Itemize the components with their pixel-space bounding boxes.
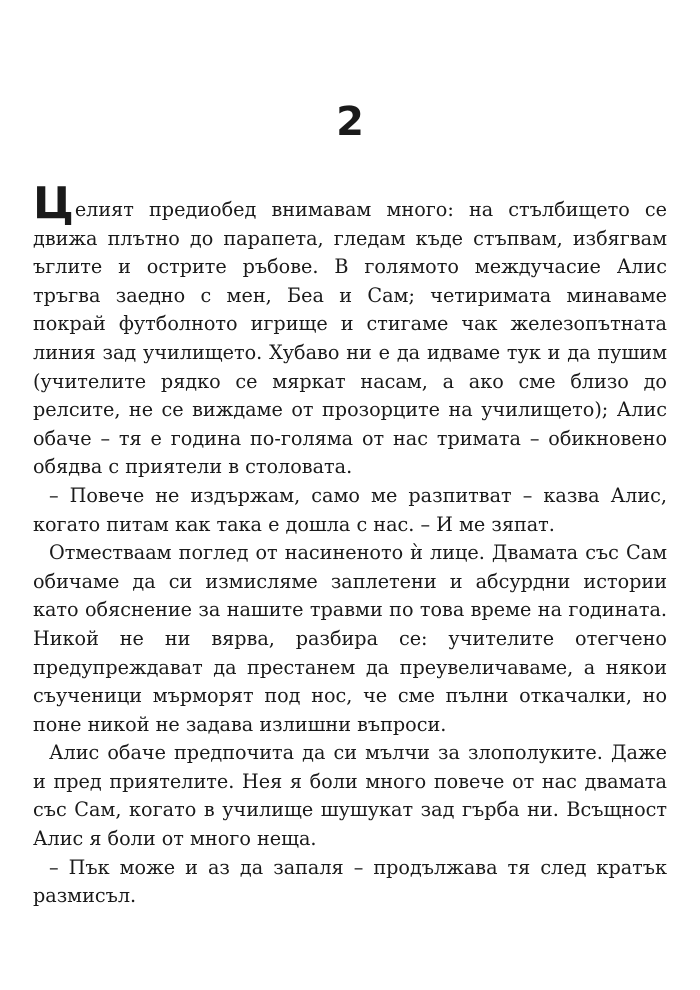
chapter-body	[33, 178, 667, 911]
paragraph: – Пък може и аз да запаля – продължава тя след кратък размисъл.	[33, 855, 667, 908]
paragraph-text: елият предиобед внимавам много: на стълбището се движа плътно до парапета, гледам къде стъпвам, избягвам ъглите и острите ръбове. В голямото междучасие Алис тръгва заедно с мен, Беа и Сам; четиримата минаваме покрай футболното игрище и стигаме чак железопътната линия зад училището. Хубаво ни е да идваме тук и да пушим (учителите рядко се мяркат насам, а ако сме близо до релсите, не се виждаме от прозорците на училището); Алис обаче – тя е година по-голяма от нас тримата – обикновено обядва с приятели в столовата.	[33, 198, 667, 479]
paragraph: – Повече не издържам, само ме разпитват – казва Алис, когато питам как така е дошла с нас. – И ме зяпат.	[33, 483, 667, 536]
chapter-number: 2	[336, 99, 364, 145]
drop-cap: Ц	[33, 178, 74, 229]
paragraph: Отместваам поглед от насиненото ѝ лице. Двамата със Сам обичаме да си измисляме заплетени и абсурдни истории като обяснение за нашите травми по това време на годината. Никой не ни вярва, разбира се: учителите отегчено предупреждават да престанем да преувеличаваме, а някои съученици мърморят под нос, че сме пълни откачалки, но поне никой не задава излишни въпроси.	[33, 541, 667, 736]
paragraph: Алис обаче предпочита да си мълчи за злополуките. Даже и пред приятелите. Нея я боли много повече от нас двамата със Сам, когато в училище шушукат зад гърба ни. Всъщност Алис я боли от много неща.	[33, 741, 667, 851]
paragraph	[33, 178, 667, 482]
